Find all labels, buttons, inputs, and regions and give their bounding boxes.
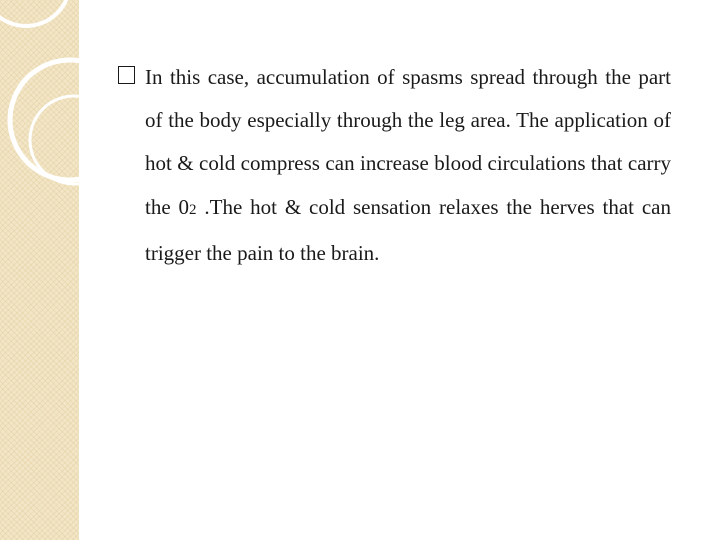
bullet-text-start: In this case, accumulation of spasms spread through the part of the body especially through the leg area. The application of hot & cold compress can increase blood circulations that carry the 0 (145, 65, 671, 219)
empty-square-bullet-icon (118, 66, 135, 84)
decorative-circles (0, 0, 79, 540)
slide-body-text (145, 56, 671, 275)
oxygen-subscript: 2 (189, 201, 197, 218)
decorative-side-strip (0, 0, 79, 540)
bullet-text-end: .The hot & cold sensation relaxes the herves that can trigger the pain to the brain. (145, 194, 672, 265)
decorative-circle-top (0, 0, 70, 26)
decorative-circle-large (10, 60, 79, 180)
